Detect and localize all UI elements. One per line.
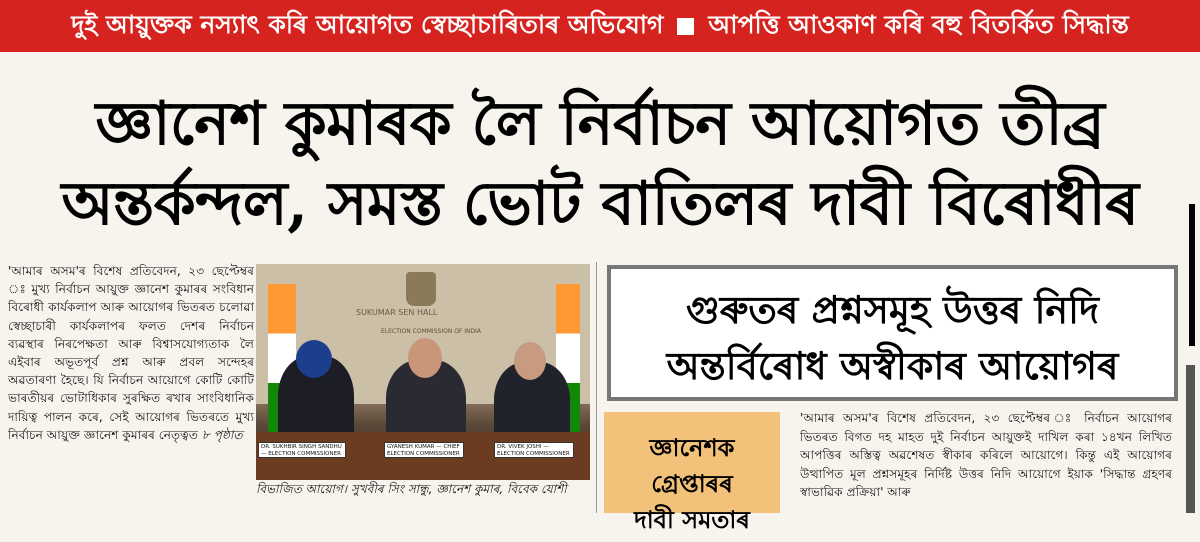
person-center-head (408, 338, 442, 378)
nameplate-center: GYANESH KUMAR — CHIEF ELECTION COMMISSIONER (384, 442, 464, 458)
right-article (800, 409, 1172, 502)
continued-on-page: ৮ পৃষ্ঠাত (201, 427, 243, 442)
boxed-headline (607, 265, 1178, 401)
left-article (8, 262, 254, 444)
headline-line-1: জ্ঞানেশ কুমাৰক লৈ নিৰ্বাচন আয়োগত তীব্ৰ (95, 89, 1105, 159)
news-photo (256, 264, 590, 480)
right-article-body: 'আমাৰ অসম'ৰ বিশেষ প্ৰতিবেদন, ২৩ ছেপ্টেম্বৰ ঃ নিৰ্বাচন আয়োগৰ ভিতৰত বিগত দহ মাহত দুই নিৰ্বাচন আয়ুক্তই দাখিল কৰা ১৪খন লিখিত আপত্তিৰ অস্তিত্ব অৱশেষত স্বীকাৰ কৰিলে আয়োগে। কিন্তু এই আয়োগৰ উত্থাপিত মূল প্ৰশ্নসমূহৰ নিৰ্দিষ্ট উত্তৰ নিদি আয়োগে ইয়াক 'সিদ্ধান্ত গ্ৰহণৰ স্বাভাৱিক প্ৰক্ৰিয়া' আৰু (800, 411, 1172, 500)
square-separator-icon (677, 18, 694, 35)
person-left-turban (296, 340, 332, 378)
edge-photo-fragment (1186, 365, 1195, 513)
photo-caption: বিভাজিত আয়োগ। সুখবীৰ সিং সান্ধু, জ্ঞানেশ কুমাৰ, বিবেক যোশী (256, 482, 567, 496)
national-emblem-icon (406, 272, 436, 306)
teaser-line-3: দাবী সমতাৰ (634, 505, 750, 534)
headline-line-2: অন্তৰ্কন্দল, সমস্ত ভোট বাতিলৰ দাবী বিৰোধীৰ (61, 169, 1139, 239)
nameplate-left: DR. SUKHBIR SINGH SANDHU — ELECTION COMMISSIONER (258, 442, 346, 458)
nameplate-right: DR. VIVEK JOSHI — ELECTION COMMISSIONER (494, 442, 574, 458)
teaser-box (604, 412, 780, 534)
left-article-body: 'আমাৰ অসম'ৰ বিশেষ প্ৰতিবেদন, ২৩ ছেপ্টেম্বৰ ঃ মুখ্য নিৰ্বাচন আয়ুক্ত জ্ঞানেশ কুমাৰৰ সংবিধান বিৰোধী কাৰ্যকলাপ আৰু আয়োগৰ ভিতৰত চলোৱা স্বেচ্ছাচাৰী কাৰ্যকলাপৰ ফলত দেশৰ নিৰ্বাচন ব্যৱস্থাৰ নিৰপেক্ষতা আৰু বিশ্বাসযোগ্যতাক লৈ এইবাৰ অভূতপূৰ্ব প্ৰশ্ন আৰু প্ৰবল সন্দেহৰ অৱতাৰণা হৈছে। যি নিৰ্বাচন আয়োগে কোটি কোটি ভাৰতীয়ৰ ভোটাধিকাৰ সুৰক্ষিত ৰখাৰ সাংবিধানিক দায়িত্ব পালন কৰে, সেই আয়োগৰ ভিতৰতে মুখ্য নিৰ্বাচন আয়ুক্ত জ্ঞানেশ কুমাৰৰ নেতৃত্বত (8, 264, 254, 442)
kicker-banner (0, 0, 1200, 52)
teaser-line-2: গ্ৰেপ্তাৰৰ (651, 469, 733, 498)
person-right-head (514, 342, 546, 380)
hall-sign: SUKUMAR SEN HALL (356, 308, 438, 317)
box-headline-line-1: গুৰুতৰ প্ৰশ্নসমূহ উত্তৰ নিদি (686, 287, 1099, 332)
kicker-right-text: আপত্তি আওকাণ কৰি বহু বিতৰ্কিত সিদ্ধান্ত (708, 9, 1129, 39)
box-headline-line-2: অন্তৰ্বিৰোধ অস্বীকাৰ আয়োগৰ (666, 343, 1119, 388)
teaser-line-1: জ্ঞানেশক (649, 433, 735, 462)
eci-sign: ELECTION COMMISSION OF INDIA (381, 328, 482, 335)
edge-bar (1189, 204, 1195, 346)
kicker-left-text: দুই আয়ুক্তক নস্যাৎ কৰি আয়োগত স্বেচ্ছাচাৰিতাৰ অভিযোগ (71, 9, 664, 39)
column-divider (596, 262, 597, 513)
